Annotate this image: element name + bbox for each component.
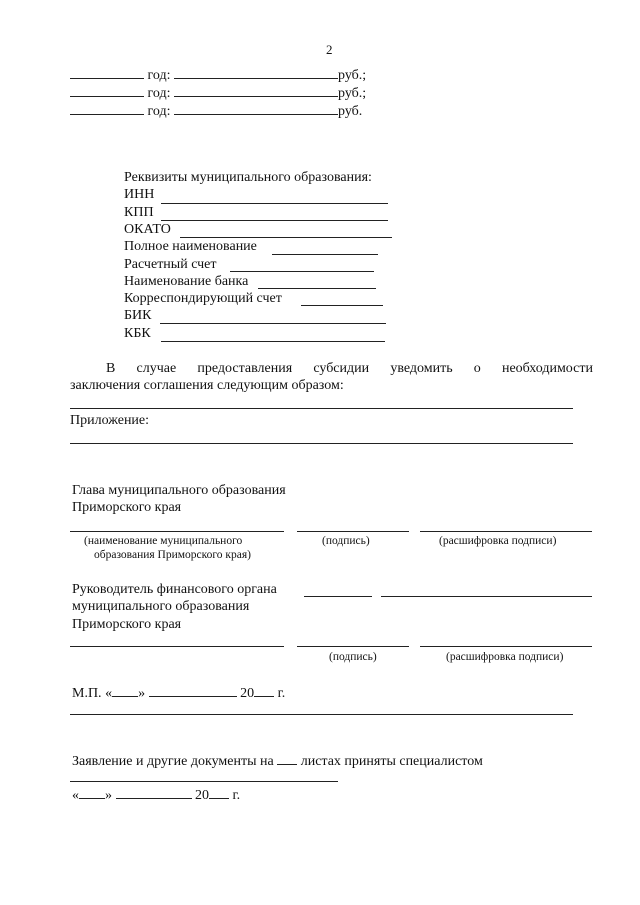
bank-field[interactable] [258, 288, 376, 289]
year-row [70, 84, 366, 102]
full-name-field[interactable] [272, 254, 378, 255]
stamp-label: М.П. [72, 686, 102, 701]
currency-unit: руб.; [338, 86, 367, 101]
finance-signature-line[interactable] [297, 646, 409, 647]
year-prefix: 20 [195, 788, 209, 803]
quote-close: » [105, 788, 112, 803]
quote-open: « [105, 686, 113, 701]
statement-part-1: Заявление и другие документы на [72, 754, 274, 769]
bank-label: Наименование банка [124, 274, 249, 289]
specialist-field[interactable] [70, 781, 338, 782]
kbk-label: КБК [124, 326, 151, 341]
caption-signature: (подпись) [322, 535, 370, 547]
account-field[interactable] [230, 271, 374, 272]
year-row [70, 66, 366, 84]
finance-title-line-1: Руководитель финансового органа [72, 582, 277, 597]
finance-signature-field[interactable] [304, 596, 372, 597]
head-signature-decode-field[interactable] [420, 531, 592, 532]
year-label: год: [147, 86, 171, 101]
year-blank[interactable] [70, 84, 144, 97]
kpp-field[interactable] [161, 220, 388, 221]
currency-unit: руб.; [338, 68, 367, 83]
finance-caption-decode: (расшифровка подписи) [446, 651, 564, 663]
finance-title-line-2: муниципального образования [72, 599, 250, 614]
quote-open: « [72, 788, 79, 803]
okato-label: ОКАТО [124, 222, 171, 237]
footer-date-row [72, 786, 240, 804]
attachment-field[interactable] [70, 443, 573, 444]
amount-blank[interactable] [174, 84, 338, 97]
word: субсидии [313, 361, 370, 376]
year-suffix: г. [277, 686, 286, 701]
word: о [473, 361, 481, 376]
footer-year-field[interactable] [209, 786, 229, 799]
word: В [106, 361, 116, 376]
year-label: год: [147, 68, 171, 83]
inn-label: ИНН [124, 187, 155, 202]
year-row [70, 102, 362, 120]
amount-blank[interactable] [174, 66, 338, 79]
finance-extra-field[interactable] [70, 646, 284, 647]
requisites-heading: Реквизиты муниципального образования: [124, 170, 372, 185]
word: случае [136, 361, 177, 376]
currency-unit: руб. [338, 104, 363, 119]
word: уведомить [390, 361, 453, 376]
finance-caption-signature: (подпись) [329, 651, 377, 663]
full-name-label: Полное наименование [124, 239, 257, 254]
finance-decode-line[interactable] [420, 646, 592, 647]
statement-part-2: листах приняты специалистом [300, 754, 483, 769]
head-title-line-2: Приморского края [72, 500, 182, 515]
attachment-label: Приложение: [70, 413, 150, 428]
caption-signature-decode: (расшифровка подписи) [439, 535, 557, 547]
stamp-date-row [72, 684, 285, 702]
bik-field[interactable] [160, 323, 386, 324]
footer-month-field[interactable] [116, 786, 192, 799]
year-prefix: 20 [240, 686, 255, 701]
finance-title-line-3: Приморского края [72, 617, 182, 632]
inn-field[interactable] [161, 203, 388, 204]
footer-statement [72, 752, 483, 770]
year-label: год: [147, 104, 171, 119]
corr-account-field[interactable] [301, 305, 383, 306]
kbk-field[interactable] [161, 341, 385, 342]
stamp-extra-line[interactable] [70, 714, 573, 715]
head-signature-field[interactable] [297, 531, 409, 532]
notice-line-2: заключения соглашения следующим образом: [70, 378, 344, 393]
account-label: Расчетный счет [124, 257, 217, 272]
year-blank[interactable] [70, 66, 144, 79]
word: необходимости [501, 361, 593, 376]
quote-close: » [138, 686, 146, 701]
year-field[interactable] [254, 684, 274, 697]
caption-municipality-name-1: (наименование муниципального [84, 535, 243, 547]
year-blank[interactable] [70, 102, 144, 115]
corr-account-label: Корреспондирующий счет [124, 291, 282, 306]
finance-signature-decode-field[interactable] [381, 596, 592, 597]
notice-line-1 [106, 361, 593, 377]
year-suffix: г. [232, 788, 241, 803]
month-field[interactable] [149, 684, 237, 697]
caption-municipality-name-2: образования Приморского края) [94, 549, 251, 561]
amount-blank[interactable] [174, 102, 338, 115]
footer-day-field[interactable] [79, 786, 105, 799]
head-title-line-1: Глава муниципального образования [72, 483, 286, 498]
word: предоставления [197, 361, 293, 376]
bik-label: БИК [124, 308, 152, 323]
notice-answer-field[interactable] [70, 408, 573, 409]
okato-field[interactable] [180, 237, 392, 238]
day-field[interactable] [112, 684, 138, 697]
page-number: 2 [326, 42, 333, 57]
municipality-name-field[interactable] [70, 531, 284, 532]
sheet-count-field[interactable] [277, 752, 297, 765]
kpp-label: КПП [124, 205, 154, 220]
